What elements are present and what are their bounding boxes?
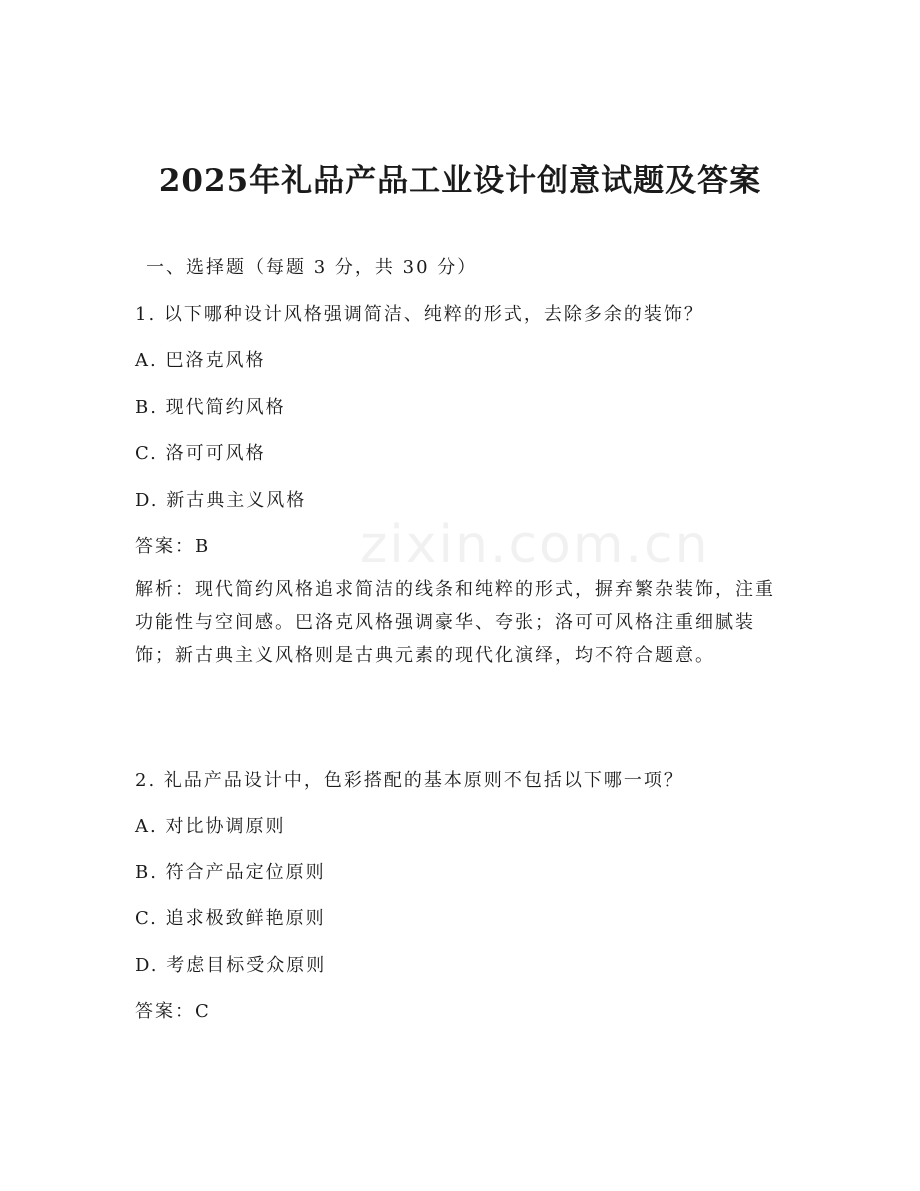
question-2-option-a: A. 对比协调原则 <box>135 816 286 837</box>
question-1-option-b: B. 现代简约风格 <box>135 397 286 418</box>
question-2-option-b: B. 符合产品定位原则 <box>135 862 326 883</box>
watermark: zixin.com.cn <box>360 515 710 575</box>
question-2-option-c: C. 追求极致鲜艳原则 <box>135 908 326 929</box>
question-2-answer: 答案：C <box>135 1001 211 1022</box>
document-title: 2025年礼品产品工业设计创意试题及答案 <box>158 163 762 199</box>
question-1-explanation: 解析：现代简约风格追求简洁的线条和纯粹的形式，摒弃繁杂装饰，注重功能性与空间感。巴洛克风格强调豪华、夸张；洛可可风格注重细腻装饰；新古典主义风格则是古典元素的现代化演绎，均不符合题意。 <box>135 579 775 666</box>
section-heading: 一、选择题（每题 3 分，共 30 分） <box>146 257 478 278</box>
question-1-answer: 答案：B <box>135 536 211 557</box>
question-1-option-c: C. 洛可可风格 <box>135 443 266 464</box>
question-1-stem: 1. 以下哪种设计风格强调简洁、纯粹的形式，去除多余的装饰？ <box>135 304 704 325</box>
question-1-option-a: A. 巴洛克风格 <box>135 350 266 371</box>
question-2-option-d: D. 考虑目标受众原则 <box>135 955 327 976</box>
question-1-option-d: D. 新古典主义风格 <box>135 490 307 511</box>
question-2-stem: 2. 礼品产品设计中，色彩搭配的基本原则不包括以下哪一项？ <box>135 770 684 791</box>
